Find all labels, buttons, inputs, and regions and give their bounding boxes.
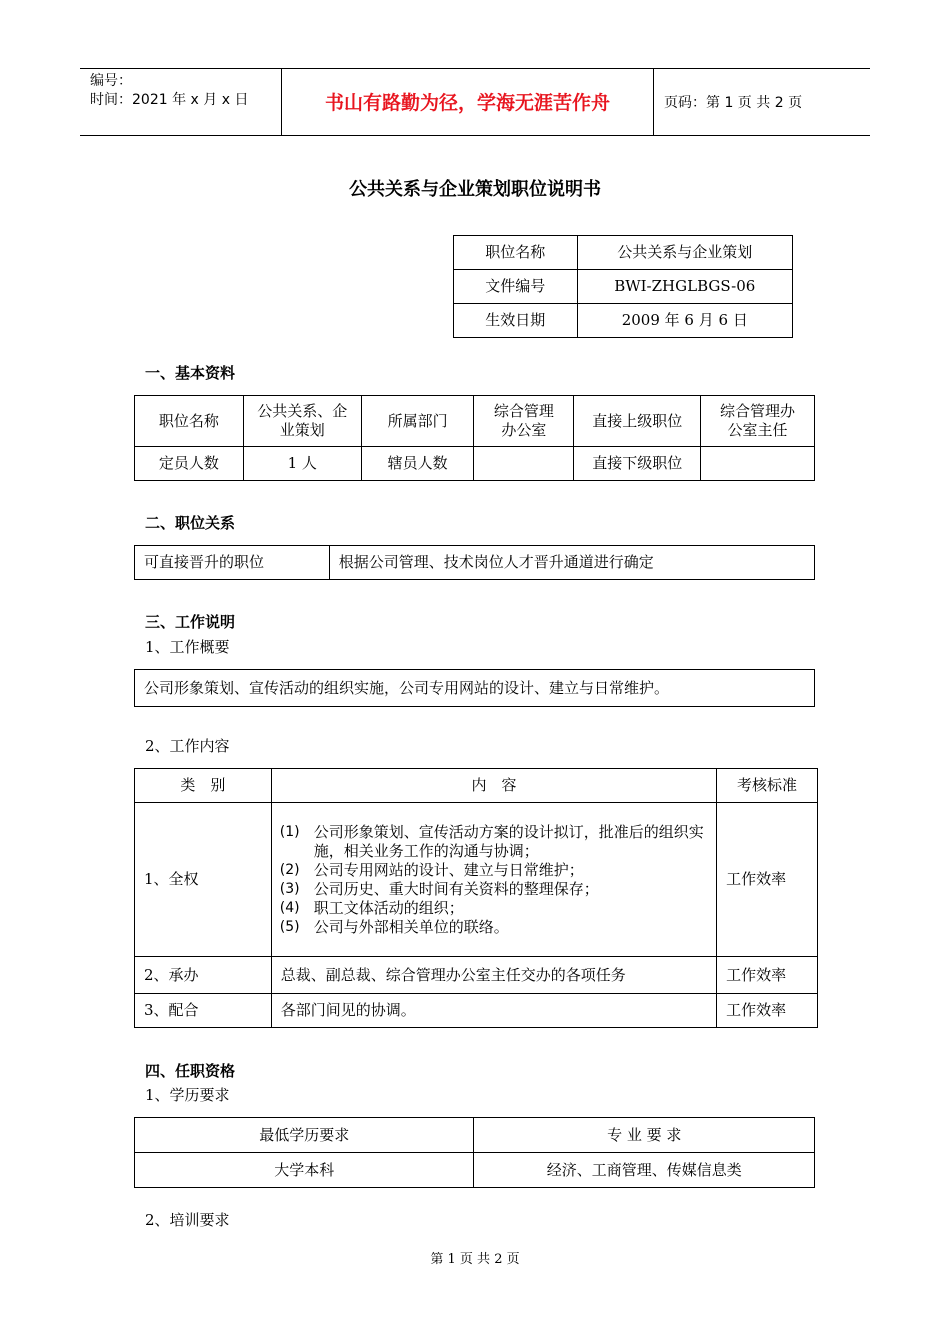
item-number: (4) [279, 899, 300, 916]
promotion-value: 根据公司管理、技术岗位人才晋升通道进行确定 [329, 546, 814, 580]
category-cell: 1、全权 [135, 803, 272, 957]
cell: 辖员人数 [361, 447, 474, 481]
info-key: 文件编号 [454, 270, 578, 304]
cell: 公共关系、企业策划 [243, 396, 361, 447]
standard-cell: 工作效率 [717, 994, 818, 1028]
section-heading-relations: 二、职位关系 [145, 514, 236, 532]
header-page-label: 页码：第 1 页 共 2 页 [664, 95, 803, 111]
education-table [134, 1117, 815, 1188]
list-item [280, 880, 710, 899]
time-label: 时间：2021 年 x 月 x 日 [90, 92, 249, 108]
cell: 直接上级职位 [574, 396, 701, 447]
table-row [135, 994, 818, 1028]
cell: 定员人数 [135, 447, 244, 481]
table-row [135, 957, 818, 994]
table-row [454, 270, 793, 304]
subheading-summary: 1、工作概要 [145, 638, 230, 656]
cell: 综合管理办公室 [474, 396, 574, 447]
content-cell: 总裁、副总裁、综合管理办公室主任交办的各项任务 [271, 957, 716, 994]
cell: 所属部门 [361, 396, 474, 447]
table-row [135, 546, 815, 580]
cell: 经济、工商管理、传媒信息类 [474, 1153, 815, 1188]
standard-cell: 工作效率 [717, 957, 818, 994]
column-header: 最低学历要求 [135, 1118, 474, 1153]
category-cell: 2、承办 [135, 957, 272, 994]
info-value: 公共关系与企业策划 [577, 236, 792, 270]
column-header: 内 容 [271, 769, 716, 803]
number-label: 编号： [90, 73, 132, 89]
table-row [454, 236, 793, 270]
cell [474, 447, 574, 481]
cell: 直接下级职位 [574, 447, 701, 481]
summary-text: 公司形象策划、宣传活动的组织实施，公司专用网站的设计、建立与日常维护。 [135, 670, 815, 707]
table-row [135, 1153, 815, 1188]
page-header [80, 68, 870, 136]
table-row [135, 447, 815, 481]
item-text: 公司与外部相关单位的联络。 [313, 917, 509, 936]
info-key: 职位名称 [454, 236, 578, 270]
cell [701, 447, 815, 481]
subheading-content: 2、工作内容 [145, 737, 230, 755]
item-number: (2) [279, 861, 300, 878]
info-value: BWI-ZHGLBGS-06 [577, 270, 792, 304]
column-header: 类 别 [135, 769, 272, 803]
cell: 综合管理办公室主任 [701, 396, 815, 447]
item-text: 公司形象策划、宣传活动方案的设计拟订，批准后的组织实施，相关业务工作的沟通与协调； [313, 822, 704, 860]
table-header-row [135, 769, 818, 803]
info-table [453, 235, 793, 338]
info-value: 2009 年 6 月 6 日 [577, 304, 792, 338]
table-row [135, 803, 818, 957]
content-cell: 各部门间见的协调。 [271, 994, 716, 1028]
standard-cell: 工作效率 [717, 803, 818, 957]
item-text: 公司专用网站的设计、建立与日常维护； [313, 860, 584, 879]
column-header: 考核标准 [717, 769, 818, 803]
table-row [454, 304, 793, 338]
basic-info-table [134, 395, 815, 481]
relations-table [134, 545, 815, 580]
cell: 大学本科 [135, 1153, 474, 1188]
item-number: (5) [279, 918, 300, 935]
item-text: 公司历史、重大时间有关资料的整理保存； [313, 879, 599, 898]
column-header: 专 业 要 求 [474, 1118, 815, 1153]
item-number: (1) [279, 823, 300, 840]
cell: 职位名称 [135, 396, 244, 447]
header-motto: 书山有路勤为径，学海无涯苦作舟 [282, 69, 654, 135]
header-meta [80, 69, 282, 135]
list-item [280, 823, 710, 861]
item-number: (3) [279, 880, 300, 897]
work-content-table [134, 768, 818, 1028]
table-row [135, 670, 815, 707]
section-heading-qualifications: 四、任职资格 [145, 1062, 236, 1080]
duty-list [272, 823, 716, 937]
summary-table [134, 669, 815, 707]
list-item [280, 918, 710, 937]
page-footer: 第 1 页 共 2 页 [430, 1252, 520, 1267]
subheading-training: 2、培训要求 [145, 1211, 230, 1229]
section-heading-basic: 一、基本资料 [145, 364, 236, 382]
section-heading-work: 三、工作说明 [145, 613, 236, 631]
document-title: 公共关系与企业策划职位说明书 [349, 179, 601, 200]
table-row [135, 396, 815, 447]
list-item [280, 899, 710, 918]
table-header-row [135, 1118, 815, 1153]
category-cell: 3、配合 [135, 994, 272, 1028]
item-text: 职工文体活动的组织； [313, 898, 464, 917]
list-item [280, 861, 710, 880]
subheading-education: 1、学历要求 [145, 1086, 230, 1104]
promotion-label: 可直接晋升的职位 [135, 546, 330, 580]
info-key: 生效日期 [454, 304, 578, 338]
content-cell [271, 803, 716, 957]
cell: 1 人 [243, 447, 361, 481]
